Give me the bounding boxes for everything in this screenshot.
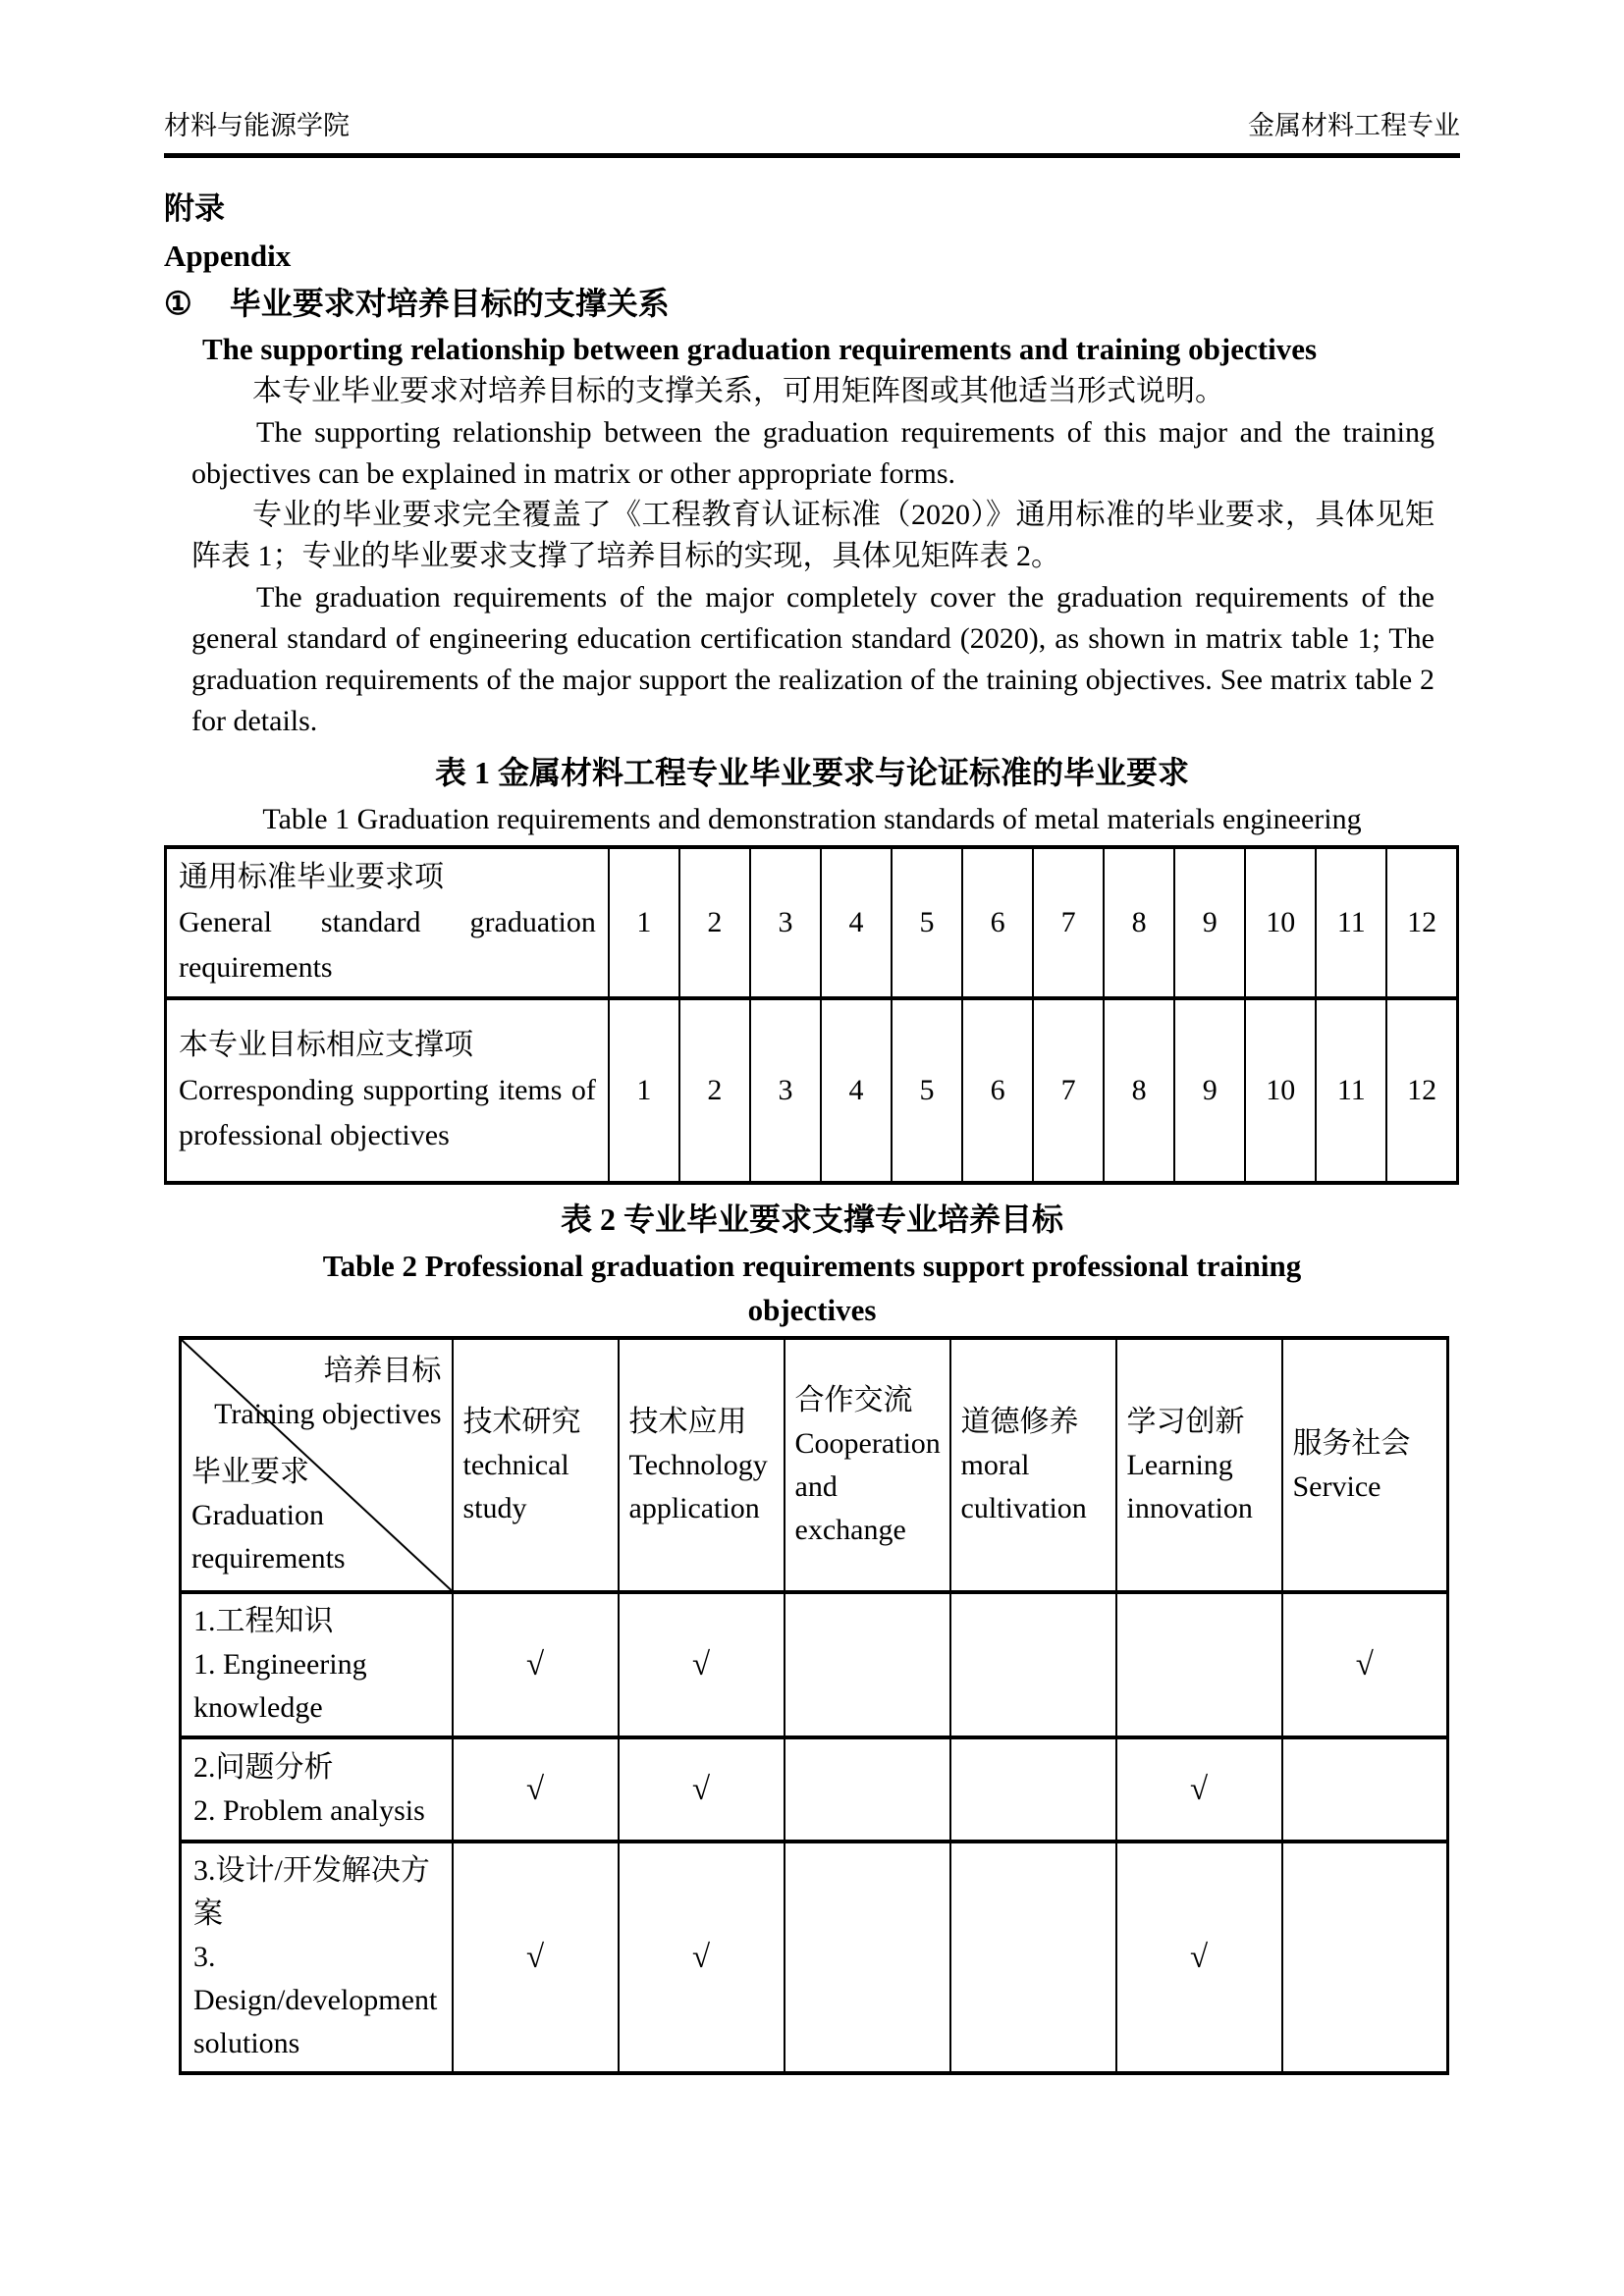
table2-col-learning-innovation: 学习创新 Learning innovation [1116,1338,1282,1592]
check-cell [950,1592,1116,1737]
table1-cell: 5 [892,847,962,998]
table2-col-technical-study: 技术研究 technical study [453,1338,619,1592]
table2-row-problem-analysis [181,1737,1448,1842]
table1-cell: 4 [821,998,892,1183]
table1-cell: 9 [1174,847,1245,998]
diagonal-divider-line [182,1340,452,1590]
table1-cell: 8 [1104,847,1174,998]
table1-cell: 12 [1386,998,1457,1183]
section-heading-cn [164,280,1460,327]
check-cell [950,1737,1116,1842]
corner-graduation-requirements: 毕业要求 Graduation requirements [191,1456,346,1575]
table2-row2-label: 2.问题分析 2. Problem analysis [181,1737,453,1842]
table1-cell: 7 [1033,847,1104,998]
paragraph-2-cn: 专业的毕业要求完全覆盖了《工程教育认证标准（2020）》通用标准的毕业要求，具体见矩阵表 1；专业的毕业要求支撑了培养目标的实现，具体见矩阵表 2。 [191,499,1435,572]
table1-cell: 6 [962,847,1033,998]
table1-cell: 11 [1316,847,1386,998]
table1-cell: 6 [962,998,1033,1183]
table1-cell: 2 [679,998,750,1183]
table2-col-technology-application: 技术应用 Technology application [619,1338,785,1592]
check-cell [785,1842,950,2073]
table1-row-supporting-items [166,998,1458,1183]
page-content [164,158,1460,2075]
check-cell: √ [1282,1592,1448,1737]
table2-col-moral-cultivation: 道德修养 moral cultivation [950,1338,1116,1592]
table1-cell: 10 [1245,847,1316,998]
table1-requirements-matrix [164,845,1459,1185]
header-major-name: 金属材料工程专业 [1248,111,1460,140]
table2-row3-label: 3.设计/开发解决方案 3. Design/development solutions [181,1842,453,2073]
table2-caption-en: Table 2 Professional graduation requirements support professional training objectives [322,1249,1302,1327]
section-heading-en: The supporting relationship between graduation requirements and training objectives [202,332,1318,366]
table1-row2-label [166,998,609,1183]
table2-row1-label: 1.工程知识 1. Engineering knowledge [181,1592,453,1737]
table1-cell: 3 [750,998,821,1183]
table1-cell: 9 [1174,998,1245,1183]
check-cell: √ [453,1842,619,2073]
table1-row-general-standard [166,847,1458,998]
table1-cell: 4 [821,847,892,998]
table1-cell: 3 [750,847,821,998]
table1-cell: 11 [1316,998,1386,1183]
check-cell: √ [619,1842,785,2073]
check-cell: √ [453,1737,619,1842]
table1-row1-label [166,847,609,998]
table1-row2-label-cn: 本专业目标相应支撑项 [179,1029,473,1061]
table1-caption-en: Table 1 Graduation requirements and demonstration standards of metal materials engineering [262,803,1362,835]
paragraph-1-cn: 本专业毕业要求对培养目标的支撑关系，可用矩阵图或其他适当形式说明。 [252,375,1224,407]
table1-cell: 1 [609,998,679,1183]
table2-col-service: 服务社会 Service [1282,1338,1448,1592]
table1-cell: 5 [892,998,962,1183]
check-cell [785,1592,950,1737]
page-header [164,110,1460,158]
table2-row-engineering-knowledge [181,1592,1448,1737]
check-cell: √ [453,1592,619,1737]
check-cell: √ [1116,1737,1282,1842]
table1-row2-label-en: Corresponding supporting items of professional objectives [179,1074,596,1151]
table1-row1-label-cn: 通用标准毕业要求项 [179,861,444,893]
appendix-title-cn: 附录 [164,191,225,226]
appendix-title-en: Appendix [164,239,292,273]
check-cell: √ [619,1737,785,1842]
section-heading-cn-text: 毕业要求对培养目标的支撑关系 [229,286,670,321]
check-cell: √ [1116,1842,1282,2073]
paragraph-2-en: The graduation requirements of the major completely cover the graduation requirements of the general standard of engineering education certification standard (2020), as shown in matrix table 1; The graduation requirements of the major support the realization of the training objectives. See matrix table 2 for details. [191,581,1435,737]
table2-header-row [181,1338,1448,1592]
corner-training-objectives: 培养目标 Training objectives [214,1355,442,1430]
table2-support-matrix [179,1336,1449,2075]
header-college-name: 材料与能源学院 [164,111,350,140]
table1-cell: 7 [1033,998,1104,1183]
table1-row1-label-en: General standard graduation requirements [179,906,596,984]
table1-cell: 2 [679,847,750,998]
table2-corner-cell [181,1338,453,1592]
table1-cell: 1 [609,847,679,998]
check-cell [1282,1842,1448,2073]
check-cell [1282,1737,1448,1842]
check-cell [950,1842,1116,2073]
table1-cell: 12 [1386,847,1457,998]
table1-cell: 10 [1245,998,1316,1183]
check-cell: √ [619,1592,785,1737]
table1-caption-cn: 表 1 金属材料工程专业毕业要求与论证标准的毕业要求 [434,755,1189,790]
check-cell [785,1737,950,1842]
circled-one-marker: ① [164,286,192,321]
paragraph-1-en: The supporting relationship between the graduation requirements of this major and the training objectives can be explained in matrix or other appropriate forms. [191,416,1435,490]
table2-row-design-development-solutions [181,1842,1448,2073]
table2-col-cooperation-exchange: 合作交流 Cooperation and exchange [785,1338,950,1592]
table1-cell: 8 [1104,998,1174,1183]
table2-caption-cn: 表 2 专业毕业要求支撑专业培养目标 [560,1201,1063,1237]
check-cell [1116,1592,1282,1737]
